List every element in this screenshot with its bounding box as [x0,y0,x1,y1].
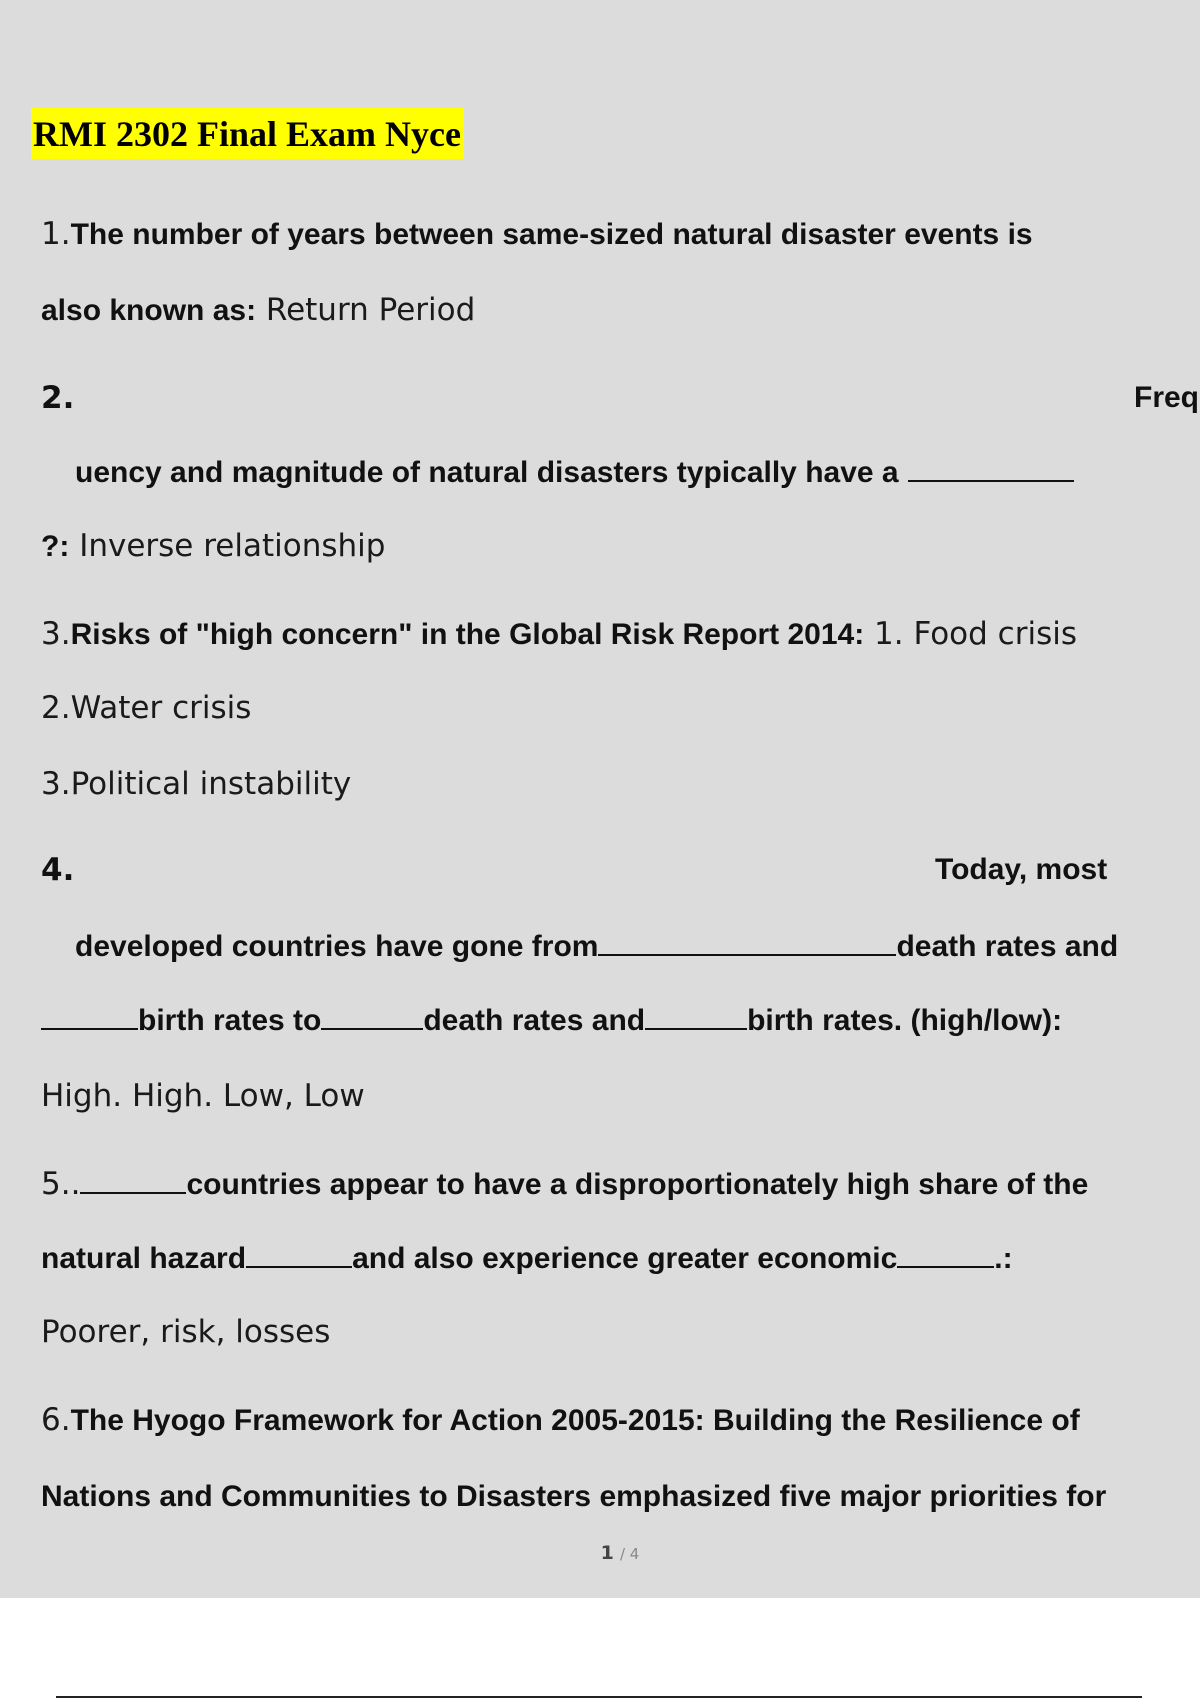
question-2-answer-line [41,528,385,565]
question-4-answer: High. High. Low, Low [41,1078,365,1114]
question-4-answer-line [41,1078,365,1114]
question-2-number: 2. [41,380,75,416]
question-3-number: 3. [41,616,71,652]
question-3-answer-3: Political instability [70,766,352,802]
answer-blank [80,1166,186,1194]
question-6-line-2 [41,1478,1106,1515]
question-2-number-line [41,380,74,416]
question-5-answer-line [41,1314,330,1350]
answer-blank [908,454,1074,482]
question-1-number: 1. [41,216,71,252]
answer-blank [246,1240,352,1268]
question-3-line [41,616,1077,653]
question-4-number-line [41,852,74,888]
answer-blank [897,1240,994,1268]
page-indicator [0,1542,1200,1564]
answer-blank [598,928,896,956]
question-4-text-c: birth rates to [138,1004,322,1037]
question-1-line-1 [41,216,1033,253]
question-4-line-2 [41,1002,1062,1039]
question-1-text: The number of years between same-sized natural disaster events is [70,218,1033,251]
question-6-text: The Hyogo Framework for Action 2005-2015: Building the Resilience of [70,1404,1080,1437]
question-4-text-e: birth rates. (high/low): [747,1004,1063,1037]
question-4-text-d: death rates and [423,1004,646,1037]
question-5-number: 5.. [41,1166,81,1202]
current-page: 1 [600,1542,614,1564]
question-3-text: Risks of "high concern" in the Global Risk Report 2014: [70,618,865,651]
question-2-text: uency and magnitude of natural disasters typically have a [75,456,899,489]
question-6-number: 6. [41,1402,71,1438]
question-3-answer-2: Water crisis [70,690,252,726]
question-5-text-d: .: [994,1242,1013,1275]
answer-blank [321,1002,423,1030]
question-4-line-1 [75,928,1118,965]
question-5-answer: Poorer, risk, losses [41,1314,331,1350]
answer-blank [41,1002,138,1030]
question-1-answer: Return Period [265,292,476,328]
question-6-text-cont: Nations and Communities to Disasters emphasized five major priorities for [41,1480,1107,1513]
list-number: 2. [41,690,71,726]
page-title: RMI 2302 Final Exam Nyce [31,108,464,159]
question-3-answer-1: 1. Food crisis [874,616,1077,652]
question-6-line-1 [41,1402,1080,1439]
question-4-text: developed countries have gone from [75,930,599,963]
question-3-answer-line-3 [41,766,351,802]
question-4-fragment: Today, most [935,853,1108,886]
list-number: 3. [41,766,71,802]
question-3-answer-line-2 [41,690,251,726]
question-5-text-b: natural hazard [41,1242,247,1275]
question-5-text-c: and also experience greater economic [352,1242,898,1275]
question-2-fragment: Freq [1134,381,1200,414]
question-2-answer: Inverse relationship [79,528,386,564]
question-2-prefix: ?: [41,530,70,563]
question-1-line-2 [41,292,475,329]
question-5-line-2 [41,1240,1013,1277]
question-5-text: countries appear to have a disproportionately high share of the [186,1168,1089,1201]
question-5-line-1 [41,1166,1088,1203]
question-4-number: 4. [41,852,75,888]
question-2-line [75,454,1074,491]
question-4-text-cont: death rates and [896,930,1119,963]
question-1-text-cont: also known as: [41,294,257,327]
total-pages: / 4 [619,1545,640,1563]
next-page-rule [56,1696,1142,1698]
answer-blank [645,1002,747,1030]
